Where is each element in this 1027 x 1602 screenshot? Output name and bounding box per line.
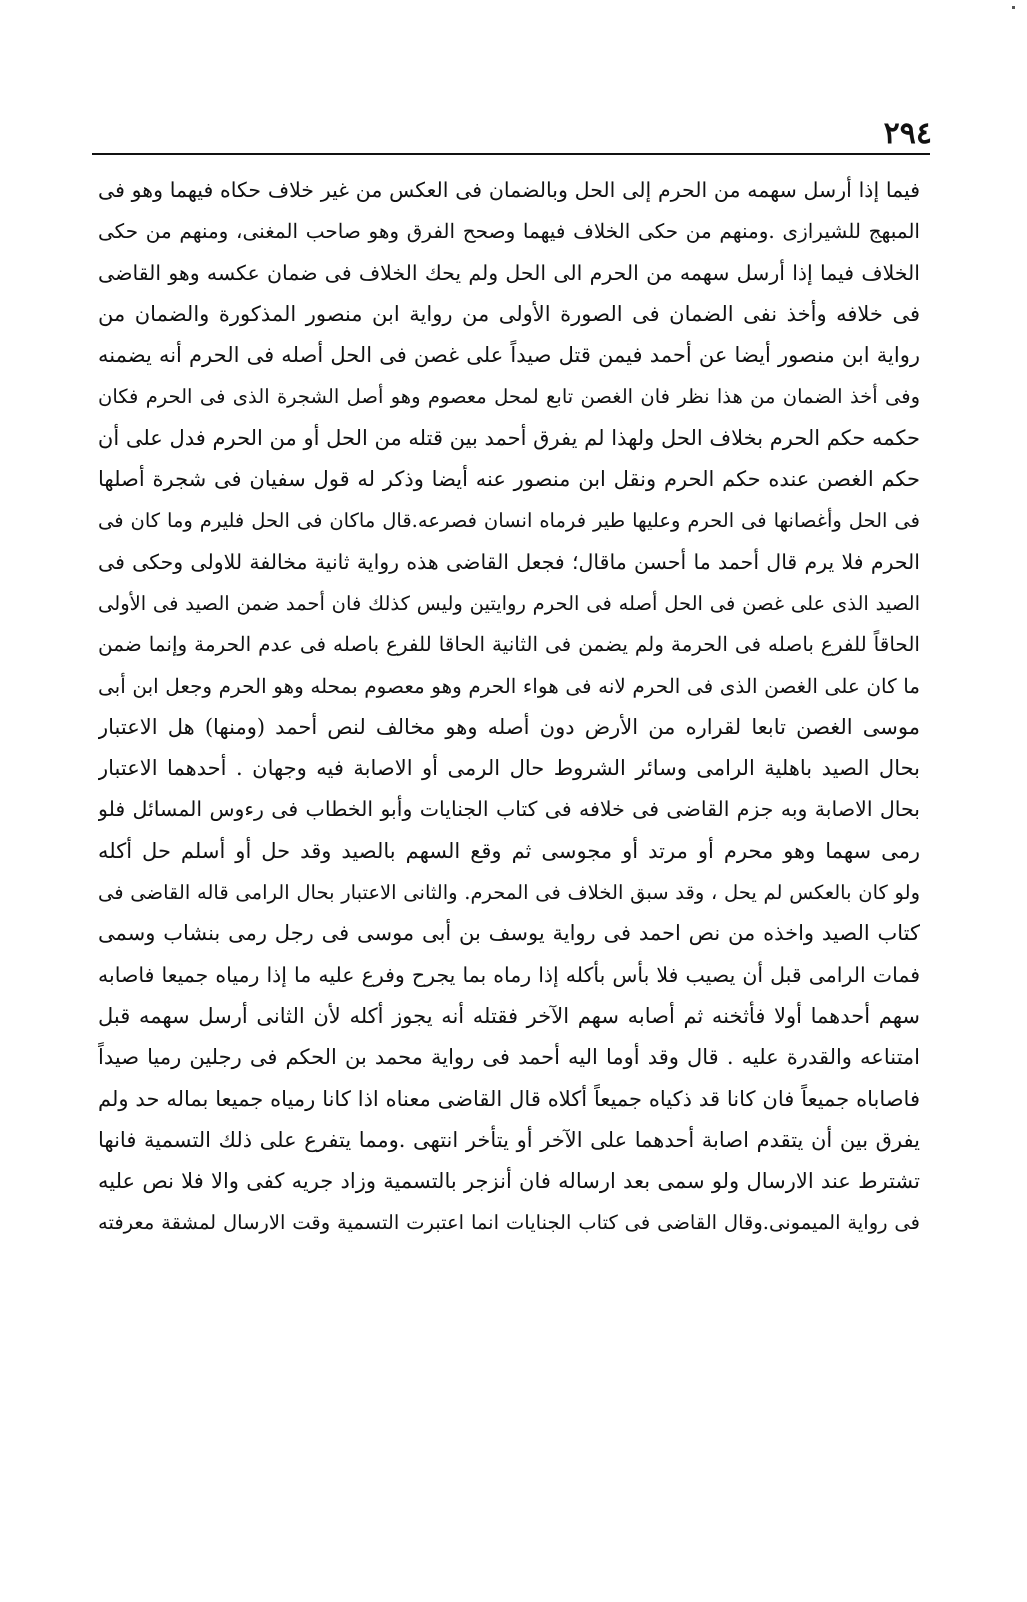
text-line: فيما إذا أرسل سهمه من الحرم إلى الحل وبالضمان فى العكس من غير خلاف حكاه فيهما وهو فى: [98, 178, 920, 202]
scan-mark: [1012, 6, 1015, 9]
text-line: فى رواية الميمونى.وقال القاضى فى كتاب الجنايات انما اعتبرت التسمية وقت الارسال لمشقة معرفته: [98, 1211, 920, 1235]
text-line: حكمه حكم الحرم بخلاف الحل ولهذا لم يفرق أحمد بين قتله من الحل أو من الحرم فدل على أن: [98, 425, 920, 450]
text-line: تشترط عند الارسال ولو سمى بعد ارساله فان أنزجر بالتسمية وزاد جريه كفى والا فلا نص عليه: [98, 1169, 920, 1194]
header-rule: [92, 153, 930, 155]
text-line: الحاقاً للفرع باصله فى الحرمة ولم يضمن فى الثانية الحاقا للفرع باصله فى عدم الحرمة وإنما ضمن: [98, 632, 920, 657]
text-line: بحال الصيد باهلية الرامى وسائر الشروط حال الرمى أو الاصابة فيه وجهان . أحدهما الاعتبار: [98, 756, 920, 781]
text-line: امتناعه والقدرة عليه . قال وقد أوما اليه أحمد فى رواية محمد بن الحكم فى رجلين رميا صيداً: [98, 1045, 920, 1070]
text-line: الحرم فلا يرم قال أحمد ما أحسن ماقال؛ فجعل القاضى هذه رواية ثانية مخالفة للاولى وحكى فى: [98, 549, 920, 574]
text-line: ما كان على الغصن الذى فى الحرم لانه فى هواء الحرم وهو معصوم بمحله وهو الحرم وجعل ابن أبى: [98, 673, 920, 698]
text-line: سهم أحدهما أولا فأثخنه ثم أصابه سهم الآخر فقتله أنه يجوز أكله لأن الثانى أرسل سهمه قبل: [98, 1003, 920, 1028]
text-line: فى الحل وأغصانها فى الحرم وعليها طير فرماه انسان فصرعه.قال ماكان فى الحل فليرم وما كان فى: [98, 509, 920, 533]
text-line: رمى سهما وهو محرم أو مرتد أو مجوسى ثم وقع السهم بالصيد وقد حل أو أسلم حل أكله: [98, 838, 920, 863]
text-line: كتاب الصيد واخذه من نص احمد فى رواية يوسف بن أبى موسى فى رجل رمى بنشاب وسمى: [98, 921, 920, 946]
text-line: يفرق بين أن يتقدم اصابة أحدهما على الآخر أو يتأخر انتهى .ومما يتفرع على ذلك التسمية فانها: [98, 1127, 920, 1152]
text-line: ولو كان بالعكس لم يحل ، وقد سبق الخلاف فى المحرم. والثانى الاعتبار بحال الرامى قاله القاضى فى: [98, 881, 920, 905]
text-line: وفى أخذ الضمان من هذا نظر فان الغصن تابع لمحل معصوم وهو أصل الشجرة الذى فى الحرم فكان: [98, 385, 920, 409]
text-line: رواية ابن منصور أيضا عن أحمد فيمن قتل صيداً على غصن فى الحل أصله فى الحرم أنه يضمنه: [98, 343, 920, 368]
body-text: [98, 170, 920, 1244]
text-line: فاصاباه جميعاً فان كانا قد ذكياه جميعاً أكلاه قال القاضى معناه اذا كانا رمياه جميعا بماله حد ولم: [98, 1086, 920, 1111]
text-line: فى خلافه وأخذ نفى الضمان فى الصورة الأولى من رواية ابن منصور المذكورة والضمان من: [98, 301, 920, 326]
text-line: بحال الاصابة وبه جزم القاضى فى خلافه فى كتاب الجنايات وأبو الخطاب فى رءوس المسائل فلو: [98, 797, 920, 822]
text-line: فمات الرامى قبل أن يصيب فلا بأس بأكله إذا رماه بما يجرح وفرع عليه ما إذا رمياه جميعا فاصابه: [98, 962, 920, 987]
text-line: حكم الغصن عنده حكم الحرم ونقل ابن منصور عنه أيضا وذكر له قول سفيان فى شجرة أصلها: [98, 467, 920, 492]
text-line: المبهج للشيرازى .ومنهم من حكى الخلاف فيهما وصحح الفرق وهو صاحب المغنى، ومنهم من حكى: [98, 219, 920, 244]
text-line: موسى الغصن تابعا لقراره من الأرض دون أصله وهو مخالف لنص أحمد (ومنها) هل الاعتبار: [98, 714, 920, 739]
text-line: الصيد الذى على غصن فى الحل أصله فى الحرم روايتين وليس كذلك فان أحمد ضمن الصيد فى الأولى: [98, 591, 920, 615]
text-line: الخلاف فيما إذا أرسل سهمه من الحرم الى الحل ولم يحك الخلاف فى ضمان عكسه وهو القاضى: [98, 260, 920, 285]
page-number: ٢٩٤: [883, 116, 932, 151]
